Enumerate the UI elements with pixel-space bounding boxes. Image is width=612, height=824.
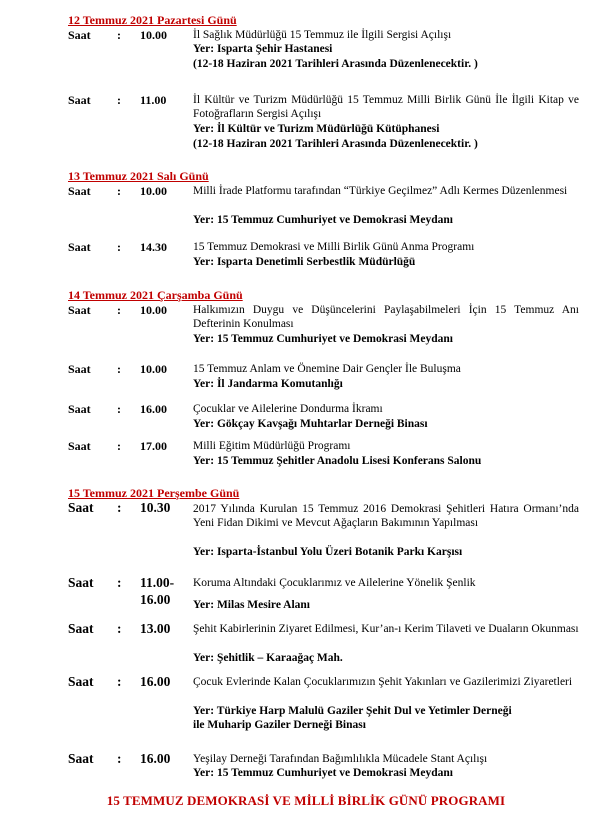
event-location: Yer: 15 Temmuz Cumhuriyet ve Demokrasi Meydanı bbox=[193, 767, 454, 779]
event-description: Milli Eğitim Müdürlüğü Programı bbox=[193, 440, 351, 452]
event-label: Saat bbox=[68, 303, 91, 317]
day-heading-13-temmuz: 13 Temmuz 2021 Salı Günü bbox=[68, 169, 209, 183]
event-time: 10.00 bbox=[140, 362, 167, 376]
event-colon: : bbox=[117, 93, 121, 107]
event-description: 2017 Yılında Kurulan 15 Temmuz 2016 Demokrasi Şehitleri Hatıra Ormanı’nda Yeni Fidan Dikimi ve Mevcut Ağaçların Bakımının Yapılması bbox=[193, 503, 579, 529]
event-description: İl Sağlık Müdürlüğü 15 Temmuz ile İlgili Sergisi Açılışı bbox=[193, 29, 452, 41]
event-time: 13.00 bbox=[140, 621, 171, 636]
event-time: 10.00 bbox=[140, 28, 167, 42]
event-label: Saat bbox=[68, 575, 94, 590]
event-label: Saat bbox=[68, 402, 91, 416]
event-label: Saat bbox=[68, 751, 94, 766]
event-label: Saat bbox=[68, 621, 94, 636]
event-description: 15 Temmuz Demokrasi ve Milli Birlik Günü Anma Programı bbox=[193, 241, 475, 253]
event-colon: : bbox=[117, 184, 121, 198]
event-description: Şehit Kabirlerinin Ziyaret Edilmesi, Kur’an-ı Kerim Tilaveti ve Duaların Okunması bbox=[193, 623, 579, 635]
day-heading-15-temmuz: 15 Temmuz 2021 Perşembe Günü bbox=[68, 486, 240, 500]
event-colon: : bbox=[117, 751, 122, 766]
event-label: Saat bbox=[68, 362, 91, 376]
event-description: 15 Temmuz Anlam ve Önemine Dair Gençler İle Buluşma bbox=[193, 363, 461, 375]
event-note: (12-18 Haziran 2021 Tarihleri Arasında Düzenlenecektir. ) bbox=[193, 58, 478, 70]
event-description: Çocuk Evlerinde Kalan Çocuklarımızın Şehit Yakınları ve Gazilerimizi Ziyaretleri bbox=[193, 676, 573, 688]
event-location: Yer: İl Jandarma Komutanlığı bbox=[193, 378, 343, 390]
event-time: 16.00 bbox=[140, 402, 167, 416]
event-colon: : bbox=[117, 674, 122, 689]
event-location: Yer: Gökçay Kavşağı Muhtarlar Derneği Binası bbox=[193, 418, 428, 430]
event-location: Yer: 15 Temmuz Şehitler Anadolu Lisesi Konferans Salonu bbox=[193, 455, 482, 467]
event-note: (12-18 Haziran 2021 Tarihleri Arasında Düzenlenecektir. ) bbox=[193, 138, 478, 150]
program-title-footer: 15 TEMMUZ DEMOKRASİ VE MİLLİ BİRLİK GÜNÜ PROGRAMI bbox=[106, 793, 506, 808]
event-colon: : bbox=[117, 402, 121, 416]
event-time: 10.30 bbox=[140, 500, 171, 515]
event-time: 11.00- bbox=[140, 575, 175, 590]
event-description: Koruma Altındaki Çocuklarımız ve Ailelerine Yönelik Şenlik bbox=[193, 577, 476, 589]
event-label: Saat bbox=[68, 28, 91, 42]
event-label: Saat bbox=[68, 184, 91, 198]
event-colon: : bbox=[117, 621, 122, 636]
day-heading-12-temmuz: 12 Temmuz 2021 Pazartesi Günü bbox=[68, 13, 237, 27]
event-colon: : bbox=[117, 28, 121, 42]
event-location: Yer: 15 Temmuz Cumhuriyet ve Demokrasi Meydanı bbox=[193, 333, 454, 345]
event-description: Yeşilay Derneği Tarafından Bağımlılıkla Mücadele Stant Açılışı bbox=[193, 753, 488, 765]
event-description: Milli İrade Platformu tarafından “Türkiye Geçilmez” Adlı Kermes Düzenlenmesi bbox=[193, 185, 568, 197]
event-label: Saat bbox=[68, 240, 91, 254]
event-location: Yer: 15 Temmuz Cumhuriyet ve Demokrasi Meydanı bbox=[193, 214, 454, 226]
event-location: Yer: İl Kültür ve Turizm Müdürlüğü Kütüphanesi bbox=[193, 123, 440, 135]
event-label: Saat bbox=[68, 93, 91, 107]
event-location: Yer: Milas Mesire Alanı bbox=[193, 599, 310, 611]
event-description: İl Kültür ve Turizm Müdürlüğü 15 Temmuz Milli Birlik Günü İle İlgili Kitap ve Fotoğrafların Sergisi Açılışı bbox=[193, 94, 579, 120]
day-heading-14-temmuz: 14 Temmuz 2021 Çarşamba Günü bbox=[68, 288, 243, 302]
event-time: 11.00 bbox=[140, 93, 167, 107]
event-time: 10.00 bbox=[140, 303, 167, 317]
event-colon: : bbox=[117, 303, 121, 317]
event-time: 17.00 bbox=[140, 439, 167, 453]
event-location: Yer: Isparta-İstanbul Yolu Üzeri Botanik Parkı Karşısı bbox=[193, 546, 463, 558]
event-label: Saat bbox=[68, 439, 91, 453]
event-label: Saat bbox=[68, 500, 94, 515]
event-colon: : bbox=[117, 240, 121, 254]
event-time-end: 16.00 bbox=[140, 592, 171, 607]
event-colon: : bbox=[117, 500, 122, 515]
event-label: Saat bbox=[68, 674, 94, 689]
event-colon: : bbox=[117, 439, 121, 453]
event-colon: : bbox=[117, 362, 121, 376]
event-time: 16.00 bbox=[140, 751, 171, 766]
event-description: Çocuklar ve Ailelerine Dondurma İkramı bbox=[193, 403, 383, 415]
event-location-continued: ile Muharip Gaziler Derneği Binası bbox=[193, 719, 366, 731]
event-location: Yer: Türkiye Harp Malulü Gaziler Şehit Dul ve Yetimler Derneği bbox=[193, 705, 512, 717]
event-colon: : bbox=[117, 575, 122, 590]
event-location: Yer: Isparta Şehir Hastanesi bbox=[193, 43, 333, 55]
event-time: 14.30 bbox=[140, 240, 167, 254]
event-description: Halkımızın Duygu ve Düşüncelerini Paylaşabilmeleri İçin 15 Temmuz Anı Defterinin Konulması bbox=[193, 304, 579, 330]
event-location: Yer: Isparta Denetimli Serbestlik Müdürlüğü bbox=[193, 256, 416, 268]
event-location: Yer: Şehitlik – Karaağaç Mah. bbox=[193, 652, 343, 664]
event-time: 16.00 bbox=[140, 674, 171, 689]
event-time: 10.00 bbox=[140, 184, 167, 198]
